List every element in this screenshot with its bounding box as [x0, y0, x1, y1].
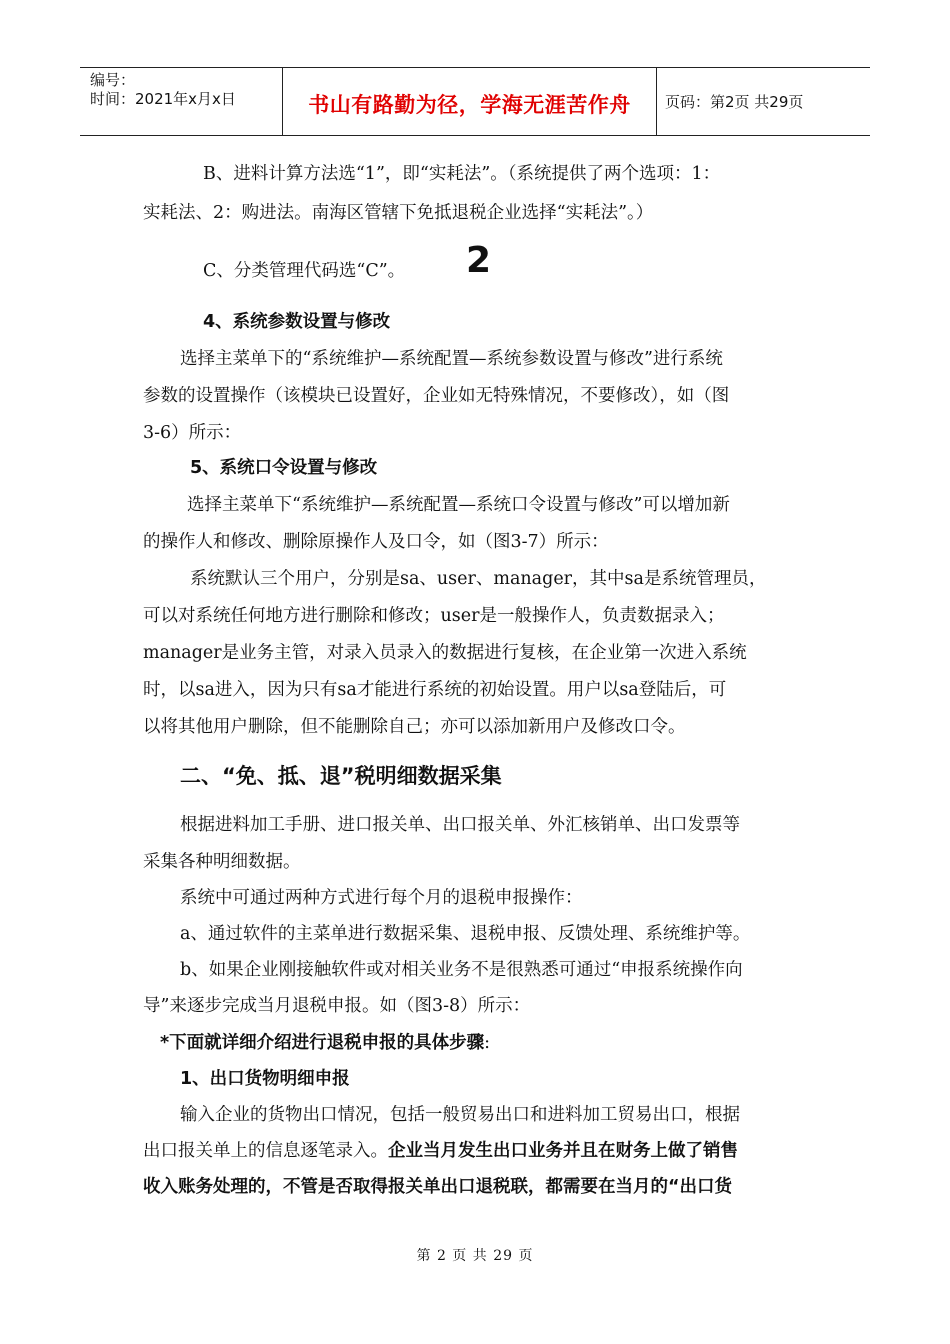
- paragraph-line: 系统默认三个用户，分别是sa、user、manager，其中sa是系统管理员，: [190, 569, 767, 589]
- paragraph-line: 导”来逐步完成当月退税申报。如（图3-8）所示：: [143, 996, 531, 1016]
- paragraph-line: 参数的设置操作（该模块已设置好，企业如无特殊情况，不要修改），如（图: [143, 386, 730, 406]
- page-footer: 第 2 页 共 29 页: [416, 1248, 534, 1264]
- paragraph-line: 系统中可通过两种方式进行每个月的退税申报操作：: [180, 888, 583, 908]
- paragraph-line: 可以对系统任何地方进行删除和修改；user是一般操作人，负责数据录入；: [143, 606, 725, 626]
- section-heading: 二、“免、抵、退”税明细数据采集: [180, 764, 502, 788]
- document-header: [80, 67, 870, 136]
- paragraph-line: 的操作人和修改、删除原操作人及口令，如（图3-7）所示：: [143, 532, 609, 552]
- heading-1: 1、出口货物明细申报: [180, 1069, 350, 1089]
- paragraph-line: manager是业务主管，对录入员录入的数据进行复核，在企业第一次进入系统: [143, 643, 747, 663]
- paragraph-line: b、如果企业刚接触软件或对相关业务不是很熟悉可通过“申报系统操作向: [180, 960, 743, 980]
- paragraph-line: 以将其他用户删除，但不能删除自己；亦可以添加新用户及修改口令。: [143, 717, 686, 737]
- paragraph-line: 3-6）所示：: [143, 423, 242, 443]
- paragraph-line: a、通过软件的主菜单进行数据采集、退税申报、反馈处理、系统维护等。: [180, 924, 751, 944]
- emphasis-line: 收入账务处理的，不管是否取得报关单出口退税联，都需要在当月的“出口货: [143, 1177, 732, 1197]
- emphasis-text: 企业当月发生出口业务并且在财务上做了销售: [388, 1141, 738, 1161]
- large-page-number: 2: [466, 240, 492, 281]
- header-time-label: 时间：2021年x月x日: [90, 90, 236, 108]
- paragraph-text: 出口报关单上的信息逐笔录入。: [143, 1141, 388, 1161]
- paragraph-line: 选择主菜单下的“系统维护—系统配置—系统参数设置与修改”进行系统: [180, 349, 723, 369]
- paragraph-line: 实耗法、2：购进法。南海区管辖下免抵退税企业选择“实耗法”。）: [143, 203, 654, 223]
- paragraph-line: 采集各种明细数据。: [143, 852, 301, 872]
- paragraph-line: 根据进料加工手册、进口报关单、出口报关单、外汇核销单、出口发票等: [180, 815, 740, 835]
- steps-heading-text: *下面就详细介绍进行退税申报的具体步骤: [160, 1033, 485, 1053]
- paragraph-line: C、分类管理代码选“C”。: [203, 261, 406, 281]
- paragraph-line: B、进料计算方法选“1”，即“实耗法”。（系统提供了两个选项：1：: [203, 164, 721, 184]
- header-page-info: 页码：第2页 共29页: [665, 93, 804, 111]
- header-motto: 书山有路勤为径，学海无涯苦作舟: [283, 68, 657, 135]
- steps-heading-colon: :: [484, 1033, 491, 1053]
- heading-4: 4、系统参数设置与修改: [203, 312, 391, 332]
- paragraph-line: [143, 1137, 738, 1162]
- paragraph-line: 选择主菜单下“系统维护—系统配置—系统口令设置与修改”可以增加新: [187, 495, 730, 515]
- heading-5: 5、系统口令设置与修改: [190, 458, 378, 478]
- header-code-label: 编号：: [90, 71, 136, 89]
- steps-heading: [160, 1029, 490, 1054]
- paragraph-line: 时，以sa进入，因为只有sa才能进行系统的初始设置。用户以sa登陆后，可: [143, 680, 727, 700]
- paragraph-line: 输入企业的货物出口情况，包括一般贸易出口和进料加工贸易出口，根据: [180, 1105, 740, 1125]
- header-meta: [80, 68, 283, 135]
